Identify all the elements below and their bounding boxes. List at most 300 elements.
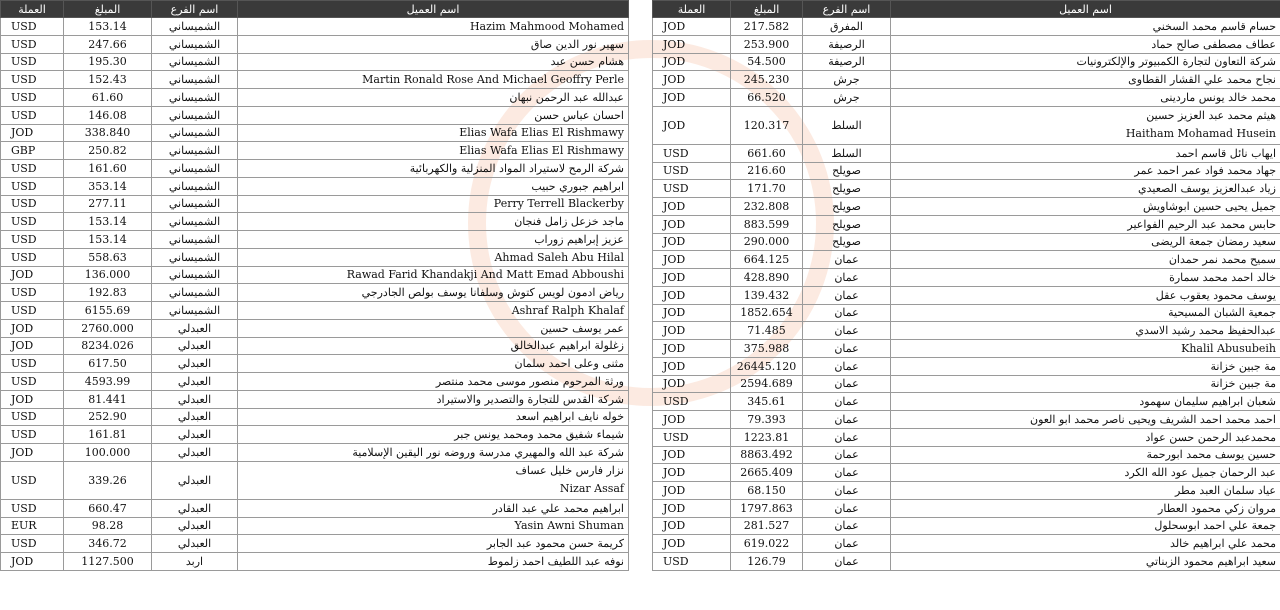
table-row	[653, 18, 1280, 36]
table-header-row	[1, 1, 629, 18]
currency-cell: JOD	[1, 444, 64, 462]
currency-cell: USD	[1, 426, 64, 444]
customer-name-arabic: هيثم محمد عبد العزيز حسين	[1146, 109, 1276, 123]
branch-cell: عمان	[803, 517, 891, 535]
currency-cell: JOD	[1, 266, 64, 284]
currency-cell: JOD	[653, 71, 731, 89]
customer-name-cell: شيماء شفيق محمد ومحمد يونس جبر	[238, 426, 629, 444]
branch-cell: العبدلي	[152, 461, 238, 499]
table-row	[1, 18, 629, 36]
customer-name-cell: شركة الرمح لاستيراد المواد المنزلية والكهربائية	[238, 160, 629, 178]
currency-cell: USD	[1, 89, 64, 107]
customer-name-cell: يوسف محمود يعقوب عقل	[891, 286, 1280, 304]
customer-name-cell: Yasin Awni Shuman	[238, 517, 629, 535]
customer-name-cell: عياد سلمان العبد مطر	[891, 482, 1280, 500]
amount-cell: 8234.026	[64, 337, 152, 355]
table-row	[1, 53, 629, 71]
branch-cell: عمان	[803, 482, 891, 500]
table-row	[1, 266, 629, 284]
currency-cell: JOD	[1, 124, 64, 142]
customer-name-cell: سعيد رمضان جمعة الريضى	[891, 233, 1280, 251]
branch-cell: عمان	[803, 251, 891, 269]
customer-name-cell: مثنى وعلى احمد سلمان	[238, 355, 629, 373]
table-row	[1, 461, 629, 499]
customer-name-arabic: نزار فارس خليل عساف	[515, 464, 624, 478]
table-row	[653, 144, 1280, 162]
branch-cell: جرش	[803, 71, 891, 89]
currency-cell: USD	[1, 231, 64, 249]
amount-cell: 161.60	[64, 160, 152, 178]
table-row	[653, 35, 1280, 53]
table-row	[653, 89, 1280, 107]
branch-cell: صويلح	[803, 180, 891, 198]
amount-cell: 883.599	[731, 215, 803, 233]
currency-cell: USD	[1, 18, 64, 36]
branch-cell: الشميساني	[152, 231, 238, 249]
currency-cell: JOD	[653, 89, 731, 107]
branch-cell: الشميساني	[152, 248, 238, 266]
customer-name-cell: حسام قاسم محمد السخني	[891, 18, 1280, 36]
customer-name-cell: شعبان ابراهيم سليمان سهمود	[891, 393, 1280, 411]
branch-cell: الشميساني	[152, 213, 238, 231]
amount-cell: 346.72	[64, 535, 152, 553]
left-accounts-table	[0, 0, 629, 571]
customer-name-cell: Ahmad Saleh Abu Hilal	[238, 248, 629, 266]
table-row	[1, 337, 629, 355]
amount-cell: 126.79	[731, 553, 803, 571]
branch-cell: عمان	[803, 357, 891, 375]
amount-cell: 558.63	[64, 248, 152, 266]
branch-cell: العبدلي	[152, 355, 238, 373]
branch-cell: الشميساني	[152, 266, 238, 284]
amount-cell: 98.28	[64, 517, 152, 535]
currency-cell: JOD	[1, 337, 64, 355]
amount-cell: 1797.863	[731, 499, 803, 517]
branch-cell: صويلح	[803, 215, 891, 233]
table-row	[653, 482, 1280, 500]
amount-cell: 617.50	[64, 355, 152, 373]
customer-name-cell: زياد عبدالعزيز يوسف الصعيدي	[891, 180, 1280, 198]
amount-cell: 146.08	[64, 106, 152, 124]
branch-cell: الشميساني	[152, 302, 238, 320]
customer-name-cell: عبد الرحمان جميل عود الله الكرد	[891, 464, 1280, 482]
customer-name-cell: عمر يوسف حسين	[238, 319, 629, 337]
customer-name-cell: حابس محمد عبد الرحيم الفواعير	[891, 215, 1280, 233]
branch-cell: العبدلي	[152, 390, 238, 408]
currency-cell: USD	[1, 302, 64, 320]
amount-cell: 353.14	[64, 177, 152, 195]
customer-name-cell: عزيز إبراهيم زوراب	[238, 231, 629, 249]
branch-cell: عمان	[803, 340, 891, 358]
customer-name-cell: محمد علي ابراهيم خالد	[891, 535, 1280, 553]
amount-cell: 152.43	[64, 71, 152, 89]
table-row	[1, 535, 629, 553]
customer-name-cell: Elias Wafa Elias El Rishmawy	[238, 124, 629, 142]
header-amount: المبلغ	[64, 1, 152, 18]
branch-cell: الشميساني	[152, 177, 238, 195]
branch-cell: الشميساني	[152, 53, 238, 71]
amount-cell: 68.150	[731, 482, 803, 500]
currency-cell: JOD	[1, 390, 64, 408]
table-row	[1, 517, 629, 535]
customer-name-cell: Khalil Abusubeih	[891, 340, 1280, 358]
currency-cell: USD	[1, 499, 64, 517]
table-row	[1, 124, 629, 142]
customer-name-cell: عبدالحفيظ محمد رشيد الاسدي	[891, 322, 1280, 340]
amount-cell: 120.317	[731, 106, 803, 144]
table-row	[653, 411, 1280, 429]
branch-cell: المفرق	[803, 18, 891, 36]
header-currency: العملة	[1, 1, 64, 18]
table-row	[1, 408, 629, 426]
customer-name-cell	[891, 106, 1280, 144]
amount-cell: 171.70	[731, 180, 803, 198]
amount-cell: 2594.689	[731, 375, 803, 393]
branch-cell: السلط	[803, 144, 891, 162]
amount-cell: 277.11	[64, 195, 152, 213]
branch-cell: عمان	[803, 393, 891, 411]
table-row	[653, 269, 1280, 287]
table-row	[653, 251, 1280, 269]
currency-cell: USD	[653, 144, 731, 162]
amount-cell: 139.432	[731, 286, 803, 304]
customer-name-cell: محمد خالد يونس ماردينى	[891, 89, 1280, 107]
branch-cell: الرصيفة	[803, 53, 891, 71]
amount-cell: 66.520	[731, 89, 803, 107]
currency-cell: USD	[1, 35, 64, 53]
table-row	[653, 233, 1280, 251]
customer-name-cell: احسان عباس حسن	[238, 106, 629, 124]
currency-cell: USD	[653, 180, 731, 198]
amount-cell: 2760.000	[64, 319, 152, 337]
table-row	[653, 357, 1280, 375]
amount-cell: 71.485	[731, 322, 803, 340]
branch-cell: عمان	[803, 428, 891, 446]
branch-cell: اربد	[152, 553, 238, 571]
customer-name-cell: شركة القدس للتجارة والتصدير والاستيراد	[238, 390, 629, 408]
amount-cell: 26445.120	[731, 357, 803, 375]
currency-cell: USD	[1, 53, 64, 71]
branch-cell: العبدلي	[152, 319, 238, 337]
customer-name-cell: ايهاب نائل قاسم احمد	[891, 144, 1280, 162]
amount-cell: 216.60	[731, 162, 803, 180]
customer-name-cell: سعيد ابراهيم محمود الزبناتي	[891, 553, 1280, 571]
table-row	[1, 319, 629, 337]
currency-cell: JOD	[653, 375, 731, 393]
table-row	[653, 464, 1280, 482]
currency-cell: USD	[653, 393, 731, 411]
currency-cell: USD	[1, 373, 64, 391]
table-row	[653, 322, 1280, 340]
currency-cell: USD	[653, 428, 731, 446]
amount-cell: 281.527	[731, 517, 803, 535]
customer-name-cell: مة جبين خزانة	[891, 375, 1280, 393]
customer-name-cell: نجاح محمد علي القشار القطاوى	[891, 71, 1280, 89]
table-row	[653, 53, 1280, 71]
amount-cell: 6155.69	[64, 302, 152, 320]
currency-cell: USD	[1, 106, 64, 124]
branch-cell: الشميساني	[152, 71, 238, 89]
table-row	[653, 535, 1280, 553]
amount-cell: 660.47	[64, 499, 152, 517]
table-row	[1, 213, 629, 231]
customer-name-cell: كريمة حسن محمود عبد الجابر	[238, 535, 629, 553]
customer-name-cell: هشام حسن عبد	[238, 53, 629, 71]
table-row	[653, 375, 1280, 393]
amount-cell: 1852.654	[731, 304, 803, 322]
customer-name-cell: مة جبين خزانة	[891, 357, 1280, 375]
table-row	[653, 162, 1280, 180]
customer-name-latin: Haitham Mohamad Husein	[1125, 127, 1276, 141]
customer-name-cell: ورثة المرحوم منصور موسى محمد منتصر	[238, 373, 629, 391]
amount-cell: 136.000	[64, 266, 152, 284]
table-row	[1, 231, 629, 249]
currency-cell: JOD	[653, 535, 731, 553]
table-row	[653, 428, 1280, 446]
branch-cell: عمان	[803, 499, 891, 517]
branch-cell: عمان	[803, 269, 891, 287]
table-row	[653, 393, 1280, 411]
currency-cell: JOD	[653, 18, 731, 36]
currency-cell: JOD	[653, 517, 731, 535]
currency-cell: USD	[1, 284, 64, 302]
currency-cell: JOD	[653, 499, 731, 517]
amount-cell: 375.988	[731, 340, 803, 358]
branch-cell: العبدلي	[152, 373, 238, 391]
branch-cell: صويلح	[803, 198, 891, 216]
currency-cell: USD	[1, 461, 64, 499]
currency-cell: GBP	[1, 142, 64, 160]
table-row	[653, 446, 1280, 464]
customer-name-cell: محمدعبد الرحمن حسن عواد	[891, 428, 1280, 446]
table-row	[653, 180, 1280, 198]
currency-cell: JOD	[1, 319, 64, 337]
left-table-panel	[0, 0, 628, 610]
branch-cell: عمان	[803, 553, 891, 571]
table-row	[1, 177, 629, 195]
currency-cell: JOD	[653, 198, 731, 216]
currency-cell: JOD	[653, 304, 731, 322]
amount-cell: 245.230	[731, 71, 803, 89]
customer-name-cell: سهير نور الدين صاق	[238, 35, 629, 53]
table-row	[653, 553, 1280, 571]
branch-cell: عمان	[803, 286, 891, 304]
customer-name-cell: شركة عبد الله والمهيري مدرسة وروضه نور اليقين الإسلامية	[238, 444, 629, 462]
branch-cell: العبدلي	[152, 408, 238, 426]
branch-cell: العبدلي	[152, 535, 238, 553]
customer-name-cell: Perry Terrell Blackerby	[238, 195, 629, 213]
amount-cell: 253.900	[731, 35, 803, 53]
table-row	[1, 248, 629, 266]
branch-cell: الشميساني	[152, 106, 238, 124]
header-branch: اسم الفرع	[152, 1, 238, 18]
branch-cell: الشميساني	[152, 18, 238, 36]
table-row	[1, 160, 629, 178]
branch-cell: الشميساني	[152, 35, 238, 53]
amount-cell: 664.125	[731, 251, 803, 269]
currency-cell: USD	[1, 213, 64, 231]
customer-name-cell: ابراهيم جبوري حبيب	[238, 177, 629, 195]
branch-cell: الشميساني	[152, 160, 238, 178]
currency-cell: USD	[653, 553, 731, 571]
currency-cell: JOD	[653, 464, 731, 482]
branch-cell: عمان	[803, 464, 891, 482]
branch-cell: الشميساني	[152, 284, 238, 302]
currency-cell: USD	[1, 355, 64, 373]
table-row	[1, 195, 629, 213]
amount-cell: 661.60	[731, 144, 803, 162]
customer-name-cell: زغلولة ابراهيم عبدالخالق	[238, 337, 629, 355]
branch-cell: العبدلي	[152, 517, 238, 535]
currency-cell: JOD	[653, 106, 731, 144]
branch-cell: جرش	[803, 89, 891, 107]
branch-cell: الشميساني	[152, 124, 238, 142]
right-table-body	[653, 18, 1280, 571]
right-accounts-table	[652, 0, 1280, 571]
branch-cell: الشميساني	[152, 195, 238, 213]
amount-cell: 339.26	[64, 461, 152, 499]
branch-cell: عمان	[803, 535, 891, 553]
amount-cell: 1127.500	[64, 553, 152, 571]
branch-cell: العبدلي	[152, 499, 238, 517]
currency-cell: JOD	[653, 322, 731, 340]
customer-name-cell: حسين يوسف محمد ابورحمة	[891, 446, 1280, 464]
currency-cell: JOD	[653, 286, 731, 304]
customer-name-cell: Rawad Farid Khandakji And Matt Emad Abboushi	[238, 266, 629, 284]
table-row	[653, 304, 1280, 322]
currency-cell: JOD	[653, 251, 731, 269]
currency-cell: JOD	[653, 482, 731, 500]
table-row	[1, 142, 629, 160]
table-row	[653, 340, 1280, 358]
currency-cell: JOD	[653, 215, 731, 233]
customer-name-cell: احمد محمد احمد الشريف ويحيى ناصر محمد ابو العون	[891, 411, 1280, 429]
table-row	[1, 444, 629, 462]
header-amount: المبلغ	[731, 1, 803, 18]
branch-cell: الرصيفة	[803, 35, 891, 53]
amount-cell: 61.60	[64, 89, 152, 107]
currency-cell: JOD	[653, 357, 731, 375]
currency-cell: JOD	[653, 411, 731, 429]
customer-name-cell: Elias Wafa Elias El Rishmawy	[238, 142, 629, 160]
currency-cell: JOD	[653, 53, 731, 71]
table-row	[1, 355, 629, 373]
customer-name-cell: جهاد محمد فواد عمر احمد عمر	[891, 162, 1280, 180]
customer-name-cell: شركة التعاون لتجارة الكمبيوتر والإلكترونيات	[891, 53, 1280, 71]
table-row	[653, 106, 1280, 144]
currency-cell: JOD	[653, 233, 731, 251]
amount-cell: 252.90	[64, 408, 152, 426]
customer-name-cell: عبدالله عبد الرحمن نبهان	[238, 89, 629, 107]
customer-name-latin: Nizar Assaf	[559, 482, 624, 496]
currency-cell: USD	[1, 535, 64, 553]
branch-cell: العبدلي	[152, 426, 238, 444]
table-row	[1, 426, 629, 444]
table-row	[1, 390, 629, 408]
currency-cell: USD	[1, 177, 64, 195]
header-customer: اسم العميل	[891, 1, 1280, 18]
amount-cell: 8863.492	[731, 446, 803, 464]
table-row	[653, 215, 1280, 233]
table-row	[1, 373, 629, 391]
amount-cell: 250.82	[64, 142, 152, 160]
amount-cell: 217.582	[731, 18, 803, 36]
branch-cell: عمان	[803, 375, 891, 393]
branch-cell: عمان	[803, 446, 891, 464]
customer-name-cell: نوفه عبد اللطيف احمد زلموط	[238, 553, 629, 571]
branch-cell: عمان	[803, 304, 891, 322]
customer-name-cell: جمعة علي احمد ابوسحلول	[891, 517, 1280, 535]
table-row	[653, 71, 1280, 89]
table-row	[1, 553, 629, 571]
customer-name-cell	[238, 461, 629, 499]
table-row	[1, 35, 629, 53]
table-row	[1, 89, 629, 107]
customer-name-cell: رياض ادمون لويس كتوش وسلفانا يوسف بولص الجادرجي	[238, 284, 629, 302]
currency-cell: EUR	[1, 517, 64, 535]
branch-cell: العبدلي	[152, 444, 238, 462]
amount-cell: 79.393	[731, 411, 803, 429]
currency-cell: JOD	[653, 340, 731, 358]
table-row	[653, 286, 1280, 304]
customer-name-cell: Hazim Mahmood Mohamed	[238, 18, 629, 36]
customer-name-cell: سميح محمد نمر حمدان	[891, 251, 1280, 269]
amount-cell: 428.890	[731, 269, 803, 287]
branch-cell: صويلح	[803, 233, 891, 251]
amount-cell: 153.14	[64, 231, 152, 249]
customer-name-cell: خالد احمد محمد سمارة	[891, 269, 1280, 287]
amount-cell: 2665.409	[731, 464, 803, 482]
amount-cell: 345.61	[731, 393, 803, 411]
currency-cell: USD	[1, 71, 64, 89]
branch-cell: عمان	[803, 322, 891, 340]
left-table-body	[1, 18, 629, 571]
header-currency: العملة	[653, 1, 731, 18]
currency-cell: JOD	[1, 553, 64, 571]
customer-name-cell: ابراهيم محمد علي عبد القادر	[238, 499, 629, 517]
amount-cell: 81.441	[64, 390, 152, 408]
customer-name-cell: جمعية الشبان المسيحية	[891, 304, 1280, 322]
table-row	[1, 302, 629, 320]
customer-name-cell: جميل يحيى حسين ابوشاويش	[891, 198, 1280, 216]
customer-name-cell: خوله نايف ابراهيم اسعد	[238, 408, 629, 426]
amount-cell: 338.840	[64, 124, 152, 142]
table-row	[653, 517, 1280, 535]
currency-cell: JOD	[653, 269, 731, 287]
header-customer: اسم العميل	[238, 1, 629, 18]
amount-cell: 619.022	[731, 535, 803, 553]
customer-name-cell: مروان زكي محمود العطار	[891, 499, 1280, 517]
amount-cell: 161.81	[64, 426, 152, 444]
header-branch: اسم الفرع	[803, 1, 891, 18]
branch-cell: العبدلي	[152, 337, 238, 355]
table-row	[653, 499, 1280, 517]
branch-cell: السلط	[803, 106, 891, 144]
customer-name-cell: Martin Ronald Rose And Michael Geoffry Perle	[238, 71, 629, 89]
table-row	[653, 198, 1280, 216]
table-row	[1, 499, 629, 517]
currency-cell: JOD	[653, 446, 731, 464]
amount-cell: 153.14	[64, 18, 152, 36]
table-row	[1, 71, 629, 89]
amount-cell: 195.30	[64, 53, 152, 71]
branch-cell: صويلح	[803, 162, 891, 180]
right-table-panel	[652, 0, 1280, 610]
amount-cell: 54.500	[731, 53, 803, 71]
currency-cell: USD	[653, 162, 731, 180]
table-header-row	[653, 1, 1280, 18]
amount-cell: 247.66	[64, 35, 152, 53]
